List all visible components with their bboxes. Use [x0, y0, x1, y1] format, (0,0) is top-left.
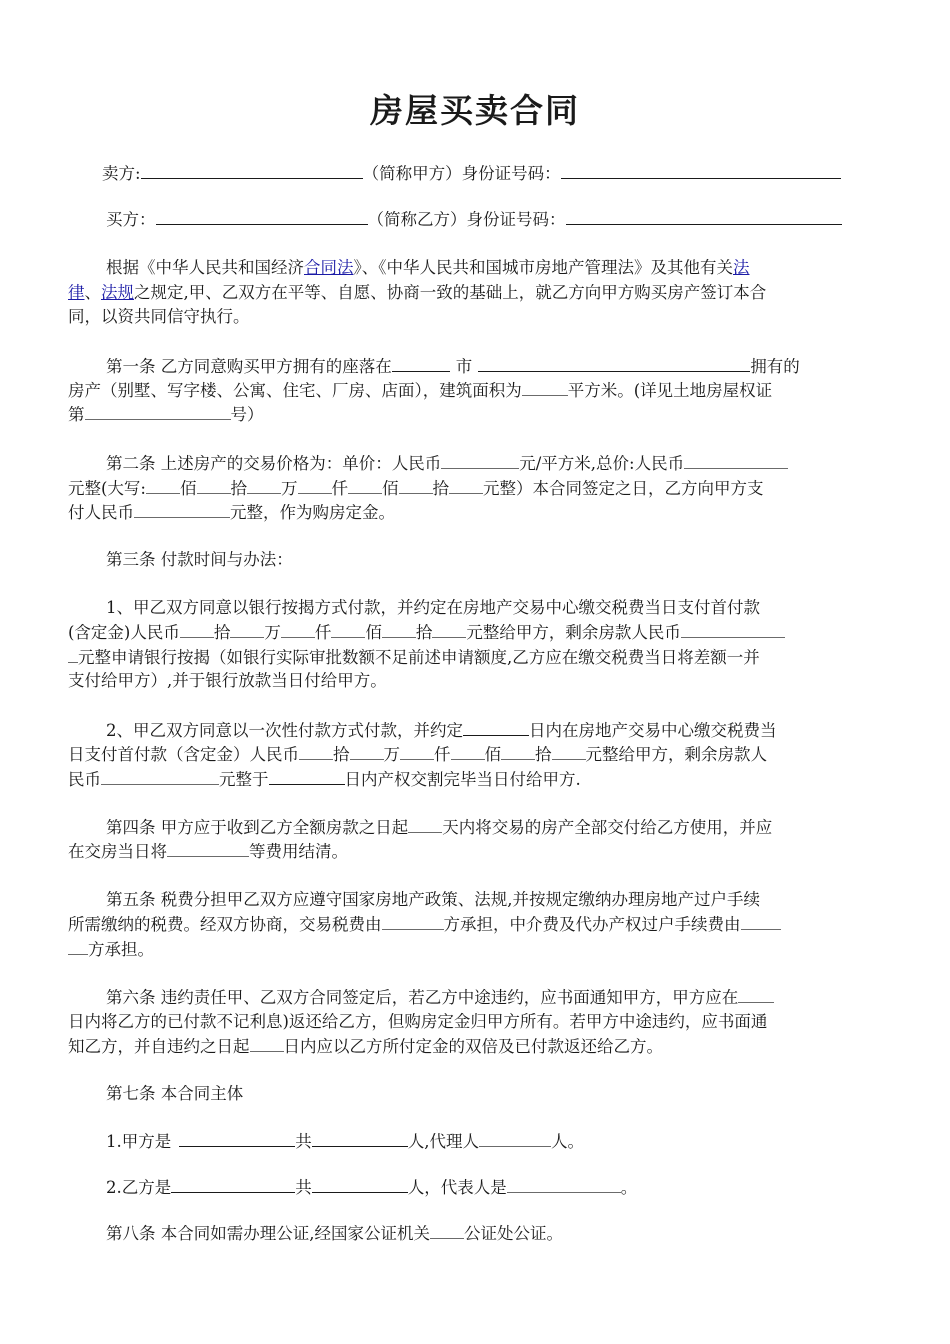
- buyer-line: [68, 206, 883, 232]
- contract-law-link[interactable]: 合同法: [304, 258, 354, 277]
- article1-text: 第一条 乙方同意购买甲方拥有的座落在: [106, 357, 392, 376]
- page-title: 房屋买卖合同: [370, 91, 580, 130]
- transfer-days-blank[interactable]: [269, 766, 345, 785]
- amount-blank[interactable]: [350, 742, 384, 760]
- area-blank[interactable]: [522, 378, 568, 396]
- total-price-blank[interactable]: [684, 451, 788, 469]
- unit-shi: 拾: [415, 623, 433, 642]
- party-b-name-blank[interactable]: [171, 1174, 295, 1193]
- article5-line-1: 第五条 税费分担甲乙双方应遵守国家房地产政策、法规,并按规定缴纳办理房地产过户手续: [106, 890, 760, 909]
- article6-line-1: [68, 985, 921, 1010]
- article1-line-1: [68, 353, 921, 379]
- preamble-text: 之规定,甲、乙双方在平等、自愿、协商一致的基础上，就乙方向甲方购买房产签订本合: [134, 283, 767, 302]
- article5-text: 方承担。: [88, 940, 154, 959]
- preamble-line-2: [68, 281, 883, 305]
- unit-qian: 仟: [331, 479, 348, 498]
- article2-text: 第二条 上述房产的交易价格为：单价：人民币: [106, 454, 442, 473]
- unit-bai: 佰: [382, 479, 399, 498]
- preamble-text: 、: [84, 283, 101, 302]
- article4-line-2: [68, 839, 883, 864]
- amount-blank[interactable]: [348, 476, 382, 494]
- amount-blank[interactable]: [298, 476, 332, 494]
- regulation-link[interactable]: 法规: [101, 283, 134, 302]
- unit-qian: 仟: [314, 623, 332, 642]
- article4-line-1: [68, 815, 921, 840]
- article7-heading: 第七条 本合同主体: [106, 1084, 244, 1103]
- amount-blank[interactable]: [432, 620, 466, 638]
- article3-clause1-line-4: 支付给甲方）,并于银行放款当日付给甲方。: [68, 671, 387, 690]
- article7-item-1: [68, 1128, 921, 1154]
- amount-blank[interactable]: [449, 476, 483, 494]
- delivery-days-blank[interactable]: [408, 815, 442, 833]
- article5-text: 所需缴纳的税费。经双方协商，交易税费由: [68, 915, 382, 934]
- preamble-text: 》、《中华人民共和国城市房地产管理法》及其他有关: [353, 258, 733, 277]
- article1-text: 号）: [230, 405, 264, 424]
- article1-line-3: [68, 402, 883, 427]
- remaining-amount-blank[interactable]: [681, 620, 785, 638]
- address-blank[interactable]: [478, 353, 750, 372]
- article6-text: 第六条 违约责任甲、乙双方合同签定后，若乙方中途违约，应书面通知甲方，甲方应在: [106, 988, 739, 1007]
- article8-text: 公证处公证。: [464, 1224, 563, 1243]
- unit-wan: 万: [281, 479, 298, 498]
- article6-line-3: [68, 1034, 883, 1059]
- article6-text: 知乙方，并自违约之日起: [68, 1037, 250, 1056]
- article7-text: 1.甲方是: [106, 1132, 172, 1151]
- fees-blank[interactable]: [167, 839, 249, 857]
- preamble-line-3: 同，以资共同信守执行。: [68, 307, 250, 326]
- article3-heading: 第三条 付款时间与办法：: [106, 550, 293, 569]
- article4-text: 等费用结清。: [249, 842, 348, 861]
- clause-text: 2、甲乙双方同意以一次性付款方式付款，并约定: [106, 721, 463, 740]
- certificate-no-blank[interactable]: [85, 402, 231, 420]
- article6-text: 日内应以乙方所付定金的双倍及已付款返还给乙方。: [283, 1037, 663, 1056]
- amount-blank[interactable]: [281, 620, 315, 638]
- city-label: 市: [455, 357, 473, 376]
- party-a-count-blank[interactable]: [312, 1128, 408, 1147]
- article2-text: 付人民币: [68, 503, 134, 522]
- article7-text: 。: [620, 1178, 638, 1197]
- article7-text: 人,代理人: [407, 1132, 479, 1151]
- buyer-label: 买方：: [106, 210, 156, 229]
- article1-line-2: [68, 378, 883, 403]
- agent-blank[interactable]: [479, 1129, 551, 1147]
- clause-text: 日内产权交割完毕当日付给甲方.: [344, 770, 581, 789]
- article7-text: 2.乙方是: [106, 1178, 172, 1197]
- article1-text: 第: [68, 405, 85, 424]
- article1-text: 平方米。(详见土地房屋权证: [567, 381, 773, 400]
- article4-text: 天内将交易的房产全部交付给乙方使用，并应: [442, 818, 773, 837]
- remaining-amount-blank-cont[interactable]: [68, 645, 78, 663]
- amount-blank[interactable]: [382, 620, 416, 638]
- article7-text: 人。: [551, 1132, 584, 1151]
- days-blank[interactable]: [463, 717, 529, 736]
- article4-text: 第四条 甲方应于收到乙方全额房款之日起: [106, 818, 409, 837]
- article3-clause1-line-3: [68, 645, 883, 670]
- amount-blank[interactable]: [451, 742, 485, 760]
- buyer-name-blank[interactable]: [156, 206, 368, 225]
- article3-clause2-line-1: [68, 717, 921, 743]
- seller-label: 卖方:: [102, 164, 141, 183]
- unit-price-blank[interactable]: [441, 451, 519, 469]
- unit-wan: 万: [264, 623, 281, 642]
- article6-line-2: 日内将乙方的已付款不记利息)返还给乙方，但购房定金归甲方所有。若甲方中途违约，应书面通: [68, 1012, 768, 1031]
- unit-bai: 佰: [484, 745, 501, 764]
- seller-line: [68, 160, 883, 186]
- article7-text: 共: [295, 1132, 312, 1151]
- article2-text: 元整，作为购房定金。: [230, 503, 395, 522]
- article2-line-3: [68, 500, 883, 525]
- unit-shi: 拾: [230, 479, 247, 498]
- unit-shi: 拾: [333, 745, 350, 764]
- article3-clause2-line-2: [68, 742, 883, 767]
- seller-name-blank[interactable]: [141, 160, 363, 179]
- clause-text: 日内在房地产交易中心缴交税费当: [529, 721, 777, 740]
- remaining-amount-blank[interactable]: [101, 767, 219, 785]
- clause-text: (含定金)人民币: [68, 623, 180, 642]
- unit-qian: 仟: [434, 745, 451, 764]
- article8-line-1: [68, 1221, 921, 1246]
- refund-days-blank[interactable]: [738, 985, 774, 1003]
- amount-blank[interactable]: [331, 620, 365, 638]
- clause-text: 元整给甲方，剩余房款人: [585, 745, 767, 764]
- amount-blank[interactable]: [400, 742, 434, 760]
- unit-bai: 佰: [365, 623, 382, 642]
- notary-blank[interactable]: [430, 1221, 464, 1239]
- article5-text: 方承担，中介费及代办产权过户手续费由: [443, 915, 741, 934]
- clause-text: 民币: [68, 770, 101, 789]
- article2-line-1: [68, 451, 921, 476]
- buyer-id-blank[interactable]: [566, 206, 842, 225]
- tax-party-blank[interactable]: [382, 912, 444, 930]
- location-blank[interactable]: [392, 353, 450, 372]
- article7-item-2: [68, 1174, 921, 1200]
- representative-blank[interactable]: [507, 1175, 621, 1193]
- preamble-text: 根据《中华人民共和国经济: [106, 258, 304, 277]
- clause-text: 元整给甲方，剩余房款人民币: [466, 623, 681, 642]
- article7-text: 人，代表人是: [407, 1178, 507, 1197]
- article3-clause1-line-2: [68, 620, 883, 645]
- clause-text: 元整申请银行按揭（如银行实际审批数额不足前述申请额度,乙方应在缴交税费当日将差额一并: [78, 648, 760, 667]
- penalty-days-blank[interactable]: [250, 1034, 284, 1052]
- article7-text: 共: [295, 1178, 312, 1197]
- amount-blank[interactable]: [552, 742, 586, 760]
- article2-line-2: [68, 476, 883, 501]
- article2-text: 元整）本合同签定之日，乙方向甲方支: [483, 479, 764, 498]
- agency-fee-party-blank[interactable]: [741, 912, 781, 930]
- law-link[interactable]: 法: [733, 258, 750, 277]
- unit-shi: 拾: [213, 623, 231, 642]
- article3-clause2-line-3: [68, 766, 883, 792]
- unit-shi: 拾: [432, 479, 449, 498]
- article2-text: 元整(大写:: [68, 479, 146, 498]
- article2-text: 元/平方米,总价:人民币: [519, 454, 685, 473]
- article8-text: 第八条 本合同如需办理公证,经国家公证机关: [106, 1224, 430, 1243]
- article1-text: 房产（别墅、写字楼、公寓、住宅、厂房、店面），建筑面积为: [68, 381, 522, 400]
- law-link-cont[interactable]: 律: [68, 283, 85, 302]
- buyer-note: （简称乙方）身份证号码：: [367, 210, 566, 229]
- unit-bai: 佰: [180, 479, 197, 498]
- clause-text: 日支付首付款（含定金）人民币: [68, 745, 299, 764]
- preamble-line-1: [68, 256, 921, 280]
- amount-blank[interactable]: [247, 476, 281, 494]
- amount-blank[interactable]: [399, 476, 433, 494]
- seller-id-blank[interactable]: [561, 160, 841, 179]
- article5-line-3: [68, 937, 883, 962]
- unit-shi: 拾: [535, 745, 552, 764]
- seller-note: （简称甲方）身份证号码：: [362, 164, 561, 183]
- party-a-name-blank[interactable]: [179, 1128, 295, 1147]
- clause-text: 元整于: [219, 770, 269, 789]
- amount-blank[interactable]: [230, 620, 264, 638]
- amount-blank[interactable]: [197, 476, 231, 494]
- agency-fee-party-blank-cont[interactable]: [68, 937, 88, 955]
- article3-clause1-line-1: 1、甲乙双方同意以银行按揭方式付款，并约定在房地产交易中心缴交税费当日支付首付款: [106, 598, 760, 617]
- deposit-blank[interactable]: [134, 500, 230, 518]
- amount-blank[interactable]: [501, 742, 535, 760]
- amount-blank[interactable]: [180, 620, 214, 638]
- article5-line-2: [68, 912, 883, 937]
- amount-blank[interactable]: [146, 476, 180, 494]
- unit-wan: 万: [383, 745, 400, 764]
- party-b-count-blank[interactable]: [312, 1174, 408, 1193]
- article4-text: 在交房当日将: [68, 842, 167, 861]
- article1-text: 拥有的: [750, 357, 800, 376]
- amount-blank[interactable]: [299, 742, 333, 760]
